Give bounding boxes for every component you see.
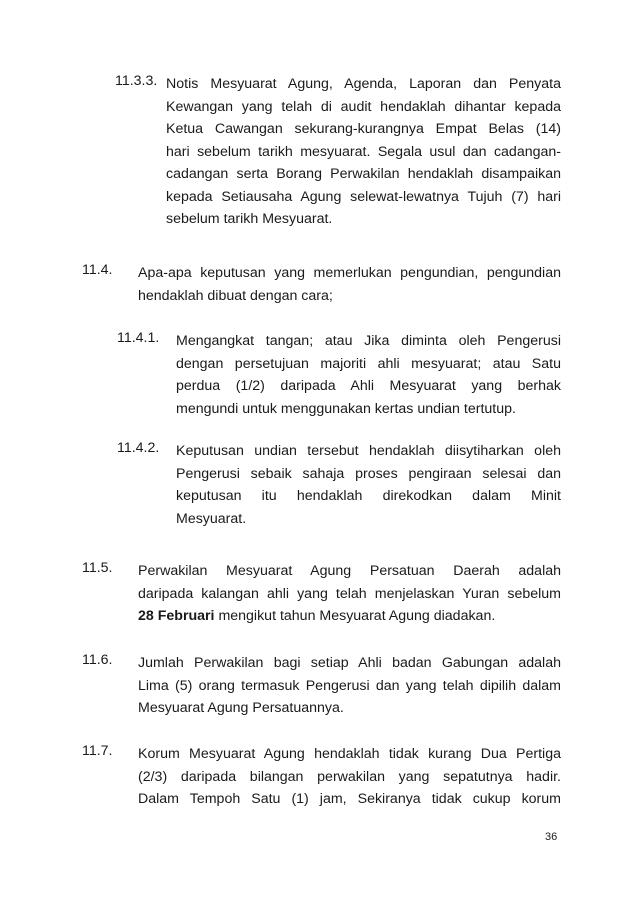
clause-text-line: Keputusan undian tersebut hendaklah diisytiharkan oleh: [176, 443, 561, 459]
clause-text-line: keputusan itu hendaklah direkodkan dalam Minit: [176, 488, 561, 504]
clause-text-line: Perwakilan Mesyuarat Agung Persatuan Daerah adalah: [138, 563, 561, 579]
clause-number: 11.5.: [82, 560, 113, 576]
clause-text-line: Lima (5) orang termasuk Pengerusi dan yang telah dipilih dalam: [138, 677, 561, 694]
clause-text-line: daripada kalangan ahli yang telah menjelaskan Yuran sebelum: [138, 585, 561, 602]
clause-text-line: Mengangkat tangan; atau Jika diminta oleh Pengerusi: [176, 333, 561, 349]
clause-text-line: hari sebelum tarikh mesyuarat. Segala usul dan cadangan-: [166, 143, 561, 160]
clause-text-line: Apa-apa keputusan yang memerlukan pengundian, pengundian: [138, 265, 561, 281]
clause-number: 11.3.3.: [115, 73, 158, 89]
clause-text-line: sebelum tarikh Mesyuarat.: [166, 211, 333, 227]
clause-text-fragment: mengikut tahun Mesyuarat Agung diadakan.: [214, 608, 496, 624]
clause-number: 11.4.2.: [117, 440, 160, 456]
clause-number: 11.6.: [82, 652, 113, 668]
clause-number: 11.7.: [82, 743, 113, 759]
page-number: 36: [545, 831, 558, 843]
clause-text-line: kepada Setiausaha Agung selewat-lewatnya Tujuh (7) hari: [166, 188, 561, 205]
clause-text-line: Korum Mesyuarat Agung hendaklah tidak kurang Dua Pertiga: [138, 746, 561, 762]
clause-number: 11.4.: [82, 262, 113, 278]
clause-text-line: Pengerusi sebaik sahaja proses pengiraan selesai dan: [176, 465, 561, 482]
clause-text-line: Dalam Tempoh Satu (1) jam, Sekiranya tidak cukup korum: [138, 791, 561, 807]
clause-text-line: mengundi untuk menggunakan kertas undian tertutup.: [176, 400, 516, 417]
clause-text-line: (2/3) daripada bilangan perwakilan yang sepatutnya hadir.: [138, 768, 561, 785]
clause-text-line: Jumlah Perwakilan bagi setiap Ahli badan Gabungan adalah: [138, 655, 561, 671]
clause-text-line: Notis Mesyuarat Agung, Agenda, Laporan dan Penyata: [166, 76, 561, 92]
clause-text-line: Ketua Cawangan sekurang-kurangnya Empat Belas (14): [166, 121, 561, 137]
clause-text-line: dengan persetujuan majoriti ahli mesyuarat; atau Satu: [176, 355, 561, 372]
clause-text-line: [138, 605, 561, 628]
clause-text-line: hendaklah dibuat dengan cara;: [138, 287, 333, 304]
clause-text-line: Kewangan yang telah di audit hendaklah dihantar kepada: [166, 98, 561, 115]
clause-text-line: perdua (1/2) daripada Ahli Mesyuarat yang berhak: [176, 378, 561, 394]
clause-text-line: cadangan serta Borang Perwakilan hendaklah disampaikan: [166, 166, 561, 182]
clause-number: 11.4.1.: [117, 330, 160, 346]
deadline-date: 28 Februari: [138, 608, 215, 624]
clause-text-line: Mesyuarat Agung Persatuannya.: [138, 700, 344, 716]
clause-text-line: Mesyuarat.: [176, 510, 247, 527]
